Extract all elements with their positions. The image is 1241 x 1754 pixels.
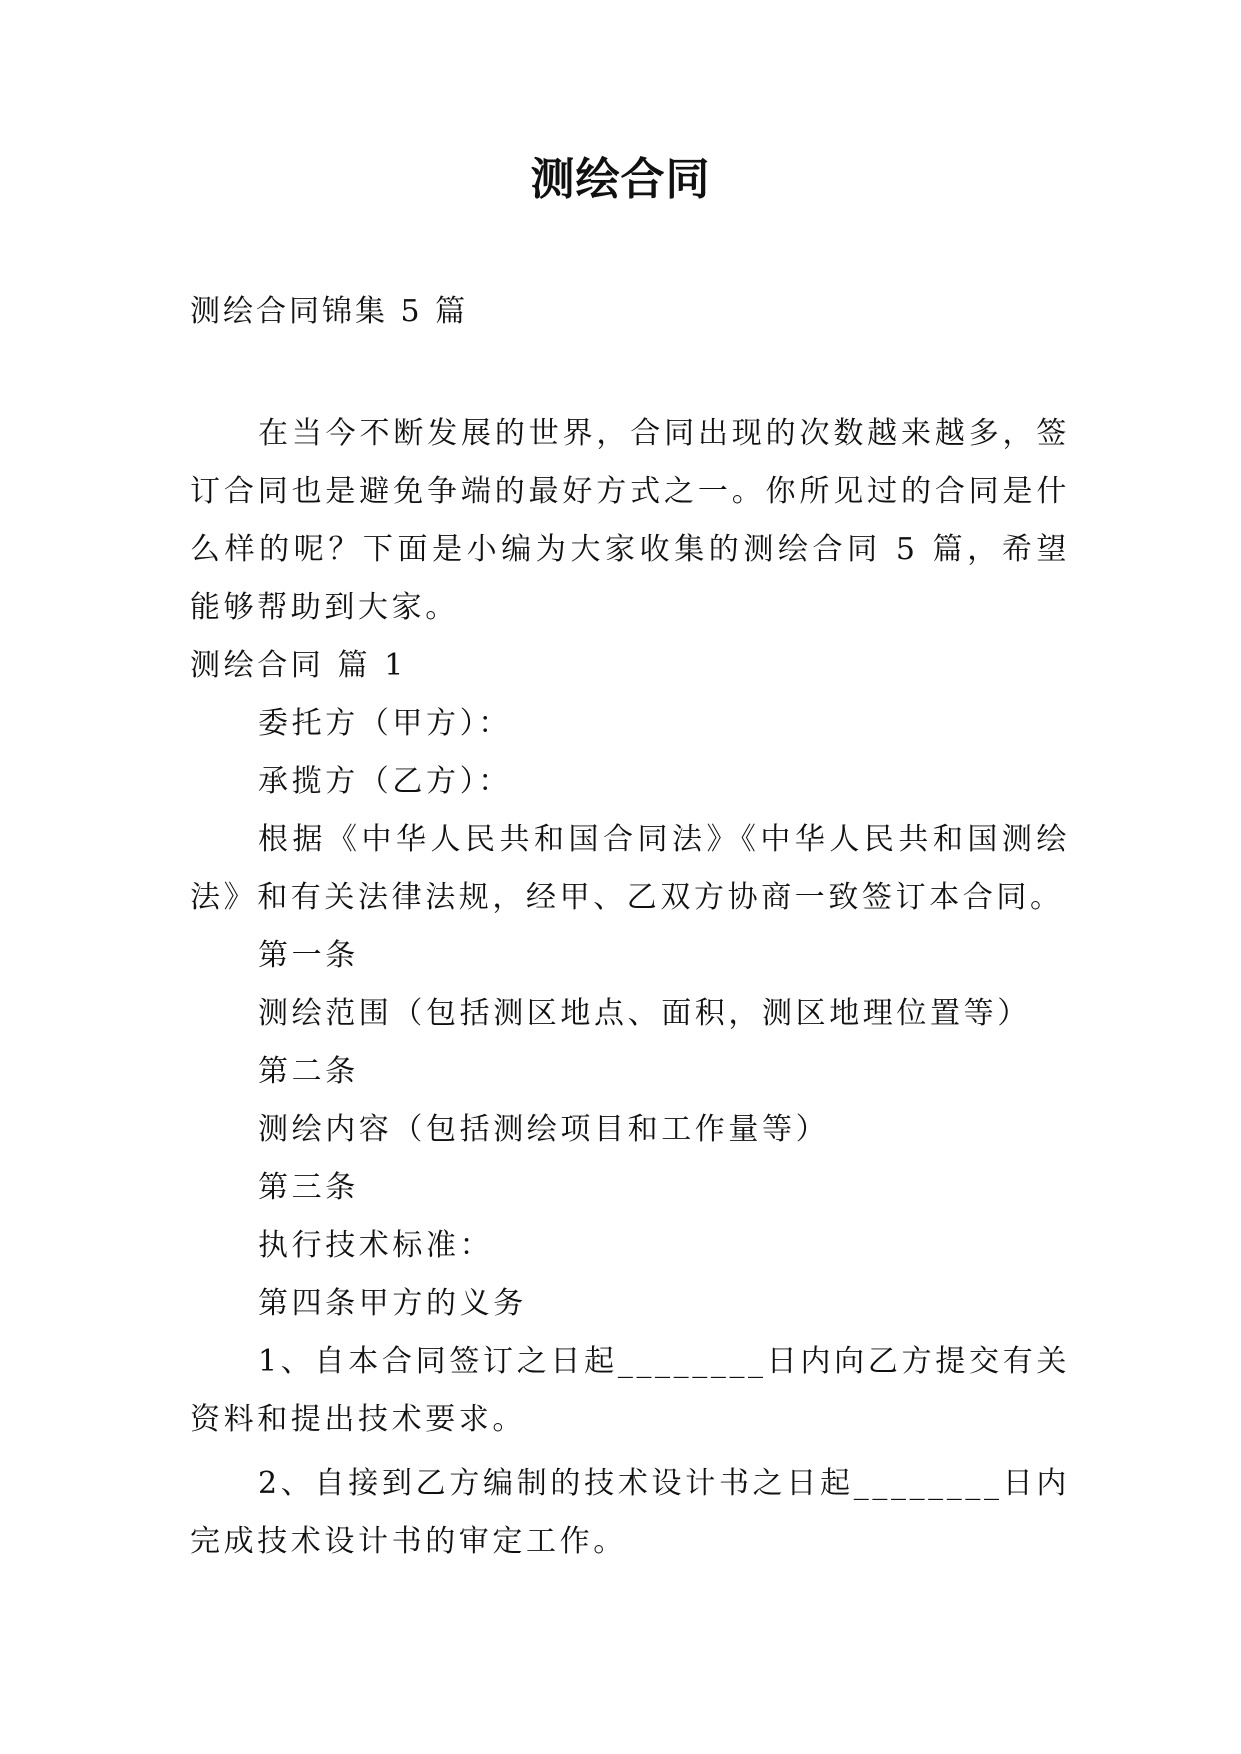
- article-2-heading: 第二条: [258, 1054, 359, 1089]
- article-4-item-2: 2、自接到乙方编制的技术设计书之日起________日内完成技术设计书的审定工作。: [190, 1466, 1070, 1559]
- party-a-line: 委托方（甲方）：: [258, 706, 512, 741]
- document-subtitle: 测绘合同锦集 5 篇: [190, 294, 469, 329]
- article-1-text: 测绘范围（包括测区地点、面积，测区地理位置等）: [258, 996, 1031, 1031]
- legal-basis-paragraph: 根据《中华人民共和国合同法》《中华人民共和国测绘法》和有关法律法规，经甲、乙双方协商一致签订本合同。: [190, 822, 1070, 915]
- article-4-item-1: 1、自本合同签订之日起________日内向乙方提交有关资料和提出技术要求。: [190, 1344, 1070, 1437]
- party-b-line: 承揽方（乙方）：: [258, 764, 512, 799]
- article-1-heading: 第一条: [258, 938, 359, 973]
- document-title: 测绘合同: [530, 154, 711, 205]
- article-2-text: 测绘内容（包括测绘项目和工作量等）: [258, 1112, 830, 1147]
- article-3-text: 执行技术标准：: [258, 1228, 494, 1263]
- section-heading-part-1: 测绘合同 篇 1: [190, 648, 407, 683]
- intro-paragraph: 在当今不断发展的世界，合同出现的次数越来越多，签订合同也是避免争端的最好方式之一。你所见过的合同是什么样的呢？下面是小编为大家收集的测绘合同 5 篇，希望能够帮助到大家。: [190, 416, 1070, 625]
- article-3-heading: 第三条: [258, 1170, 359, 1205]
- document-body: [190, 405, 1070, 1571]
- article-4-heading: 第四条甲方的义务: [258, 1286, 527, 1321]
